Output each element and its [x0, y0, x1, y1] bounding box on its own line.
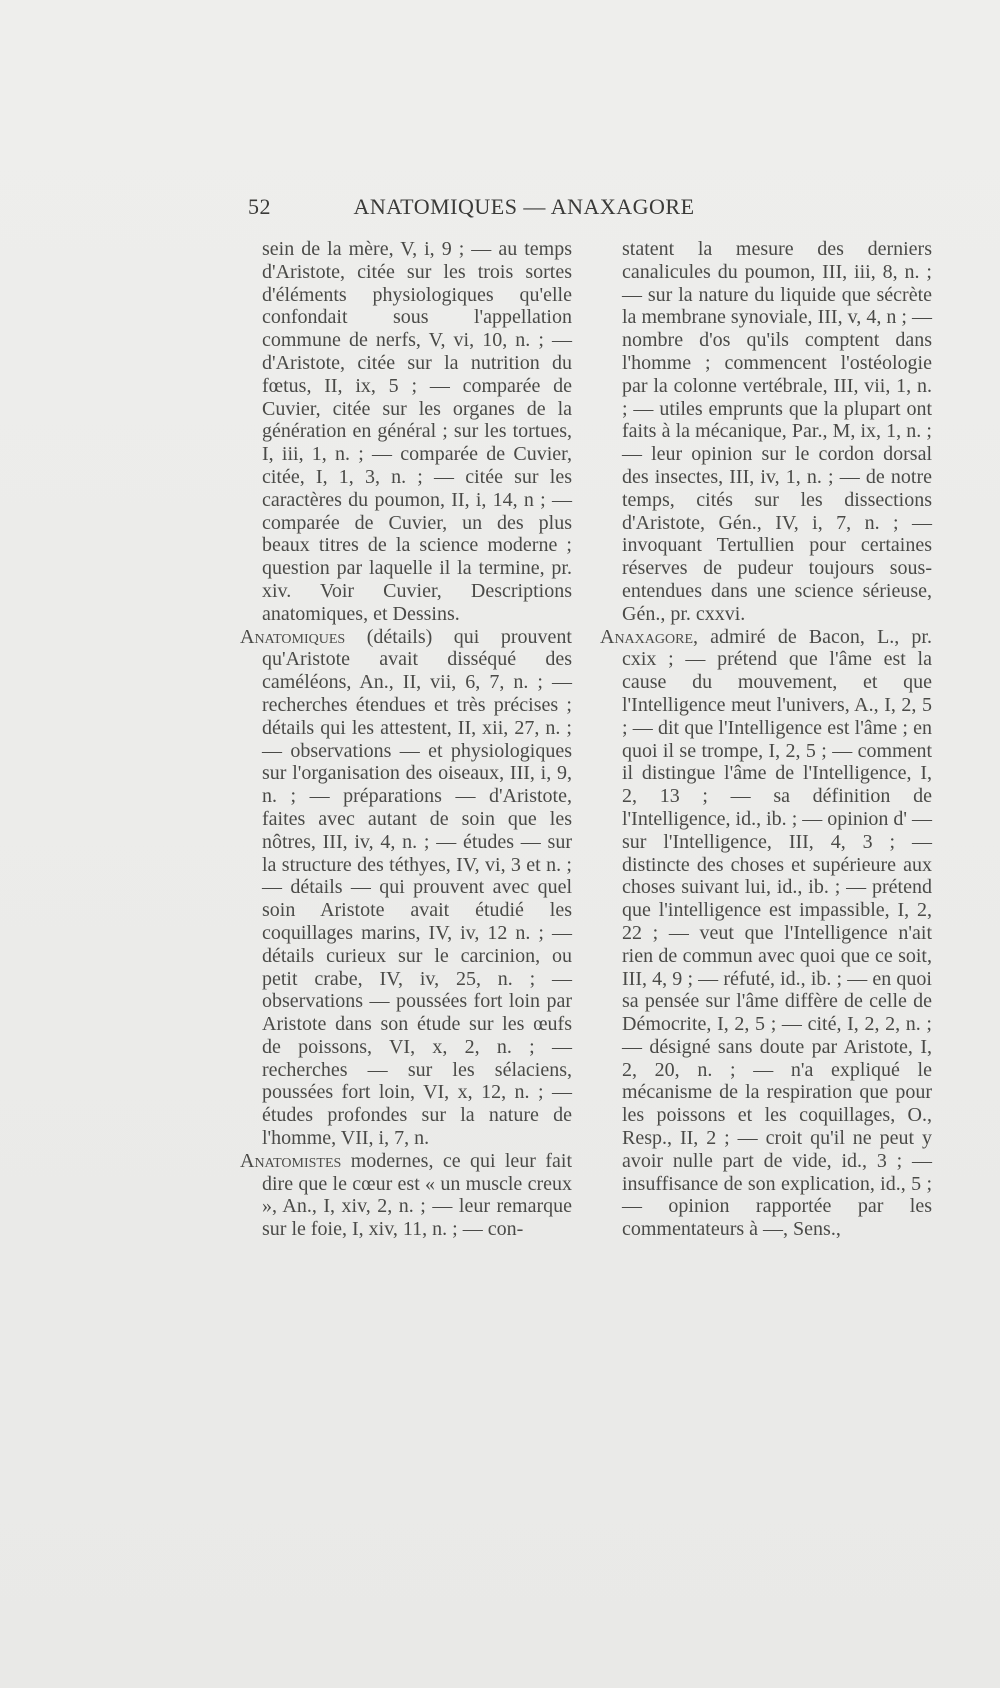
entry-anatomiques: [240, 625, 572, 1150]
running-title: ANATOMIQUES — ANAXAGORE: [353, 194, 695, 219]
entry-text: modernes, ce qui leur fait dire que le cœur est « un muscle creux », An., I, xiv, 2, n. ; — leur remarque sur le foie, I, xiv, 11, n. ; — con-: [262, 1149, 572, 1241]
entry-text: sein de la mère, V, i, 9 ; — au temps d'Aristote, citée sur les trois sortes d'éléments physiologiques qu'elle confondait sous l'appellation commune de nerfs, V, vi, 10, n. ; — d'Aristote, citée sur la nutrition du fœtus, II, ix, 5 ; — comparée de Cuvier, citée sur les organes de la génération en général ; sur les tortues, I, iii, 1, n. ; — comparée de Cuvier, citée, I, 1, 3, n. ; — citée sur les caractères du poumon, II, i, 14, n ; — comparée de Cuvier, un des plus beaux titres de la science moderne ; question par laquelle il la termine, pr. xiv. Voir Cuvier, Descriptions anatomiques, et Dessins.: [262, 238, 572, 625]
entry-continuation: [622, 238, 932, 626]
entry-headword: Anatomistes: [240, 1149, 342, 1172]
left-column: [240, 238, 572, 1241]
running-header: [248, 194, 760, 224]
entry-text: , admiré de Bacon, L., pr. cxix ; — prétend que l'âme est la cause du mouvement, et que l'Intelligence meut l'univers, A., I, 2, 5 ; — dit que l'Intelligence est l'âme ; en quoi il se trompe, I, 2, 5 ; — comment il distingue l'âme de l'Intelligence, I, 2, 13 ; — sa définition de l'Intelligence, id., ib. ; — opinion d' — sur l'Intelligence, III, 4, 3 ; — distincte des choses et supérieure aux choses suivant lui, id., ib. ; — prétend que l'intelligence est impassible, I, 2, 22 ; — veut que l'Intelligence n'ait rien de commun avec quoi que ce soit, III, 4, 9 ; — réfuté, id., ib. ; — en quoi sa pensée sur l'âme diffère de celle de Démocrite, I, 2, 5 ; — cité, I, 2, 2, n. ; — désigné sans doute par Aristote, I, 2, 20, n. ; — n'a expliqué le mécanisme de la respiration que pour les poissons et les coquillages, O., Resp., II, 2 ; — croit qu'il ne peut y avoir nulle part de vide, id., 3 ; — insuffisance de son explication, id., 5 ; — opinion rapportée par les commentateurs à —, Sens.,: [622, 625, 932, 1241]
entry-text: (détails) qui prouvent qu'Aristote avait disséqué des caméléons, An., II, vii, 6, 7, n. ; — recherches étendues et très précises ; détails qui les attestent, II, xii, 27, n. ; — observations — et physiologiques sur l'organisation des oiseaux, III, i, 9, n. ; — préparations — d'Aristote, faites avec autant de soin que les nôtres, III, iv, 4, n. ; — études — sur la structure des téthyes, IV, vi, 3 et n. ; — détails — qui prouvent avec quel soin Aristote avait étudié les coquillages marins, IV, iv, 12 n. ; — détails curieux sur le carcinion, ou petit crabe, IV, iv, 25, n. ; — observations — poussées fort loin par Aristote dans son étude sur les œufs de poissons, VI, x, 2, n. ; — recherches — sur les sélaciens, poussées fort loin, VI, x, 12, n. ; — études profondes sur la nature de l'homme, VII, i, 7, n.: [262, 625, 572, 1150]
page-number: 52: [248, 194, 271, 219]
entry-anaxagore: [600, 625, 932, 1242]
entry-headword: Anaxagore: [600, 625, 693, 648]
right-column: [600, 238, 932, 1241]
entry-text: statent la mesure des derniers canalicules du poumon, III, iii, 8, n. ; — sur la nature du liquide que sécrète la membrane synoviale, III, v, 4, n ; — nombre d'os qu'ils comptent dans l'homme ; commencent l'ostéologie par la colonne vertébrale, III, vii, 1, n. ; — utiles emprunts que la plupart ont faits à la mécanique, Par., M, ix, 1, n. ; — leur opinion sur le cordon dorsal des insectes, III, iv, 1, n. ; — de notre temps, cités sur les dissections d'Aristote, Gén., IV, i, 7, n. ; — invoquant Tertullien pour certaines réserves de pudeur toujours sous-entendues dans une science sérieuse, Gén., pr. cxxvi.: [622, 238, 932, 625]
entry-anatomistes: [240, 1149, 572, 1241]
entry-headword: Anatomiques: [240, 625, 346, 648]
entry-continuation: [262, 238, 572, 626]
